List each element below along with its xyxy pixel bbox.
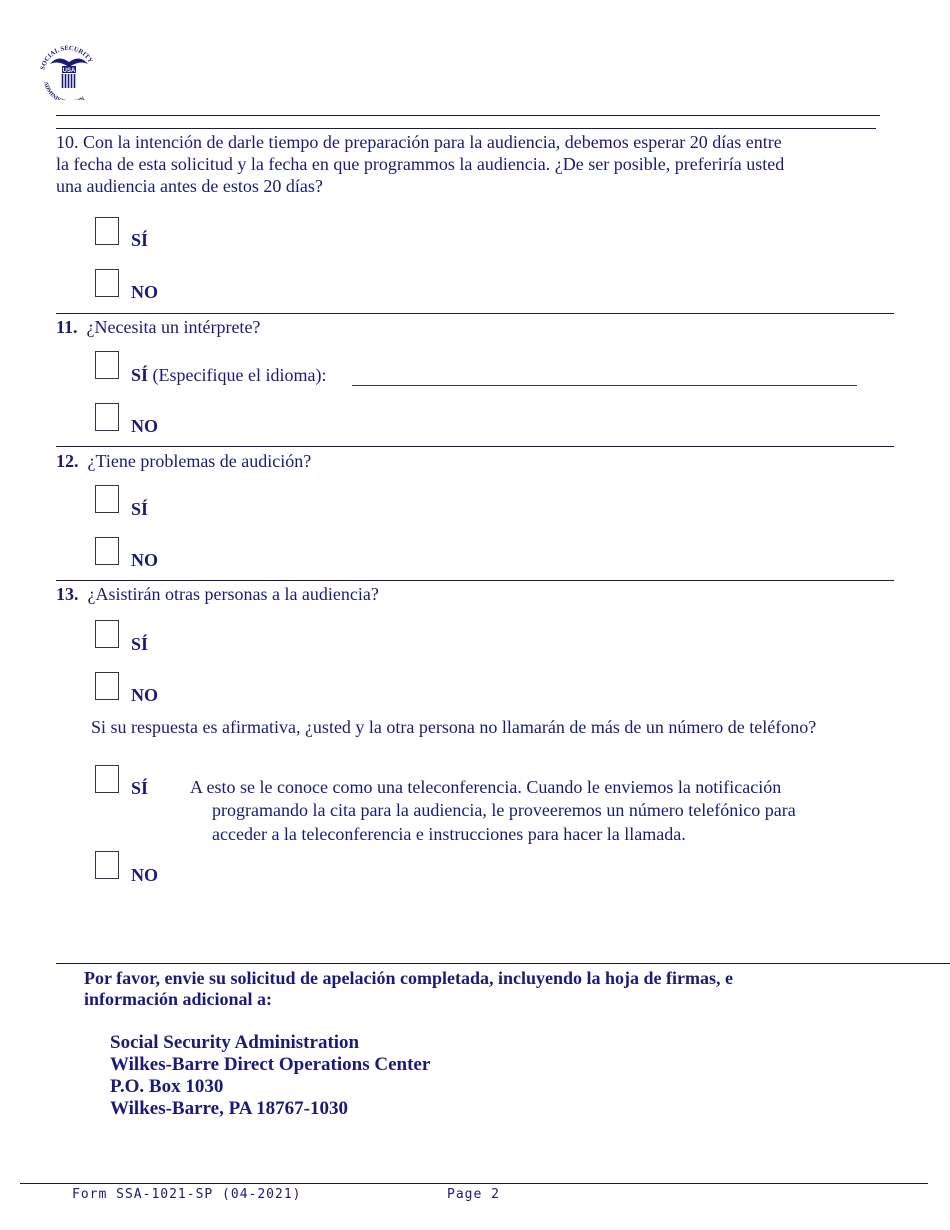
top-rule xyxy=(56,115,880,116)
q12-text: ¿Tiene problemas de audición? xyxy=(87,451,312,471)
q12-no-checkbox[interactable] xyxy=(95,537,119,565)
svg-text:ADMINISTRATION xyxy=(42,81,86,100)
q11-yes-checkbox[interactable] xyxy=(95,351,119,379)
question-13 xyxy=(56,583,379,605)
mailing-instruction-line1: Por favor, envie su solicitud de apelación completada, incluyendo la hoja de firmas, e xyxy=(84,968,734,988)
q10-line1: 10. Con la intención de darle tiempo de preparación para la audiencia, debemos esperar 20 días entre xyxy=(56,132,782,152)
q13-followup-no-label: NO xyxy=(131,865,158,885)
q12-number: 12. xyxy=(56,451,79,471)
mailing-address xyxy=(110,1032,430,1120)
q11-text: ¿Necesita un intérprete? xyxy=(86,317,261,337)
teleconference-note xyxy=(190,776,796,845)
q10-line3: una audiencia antes de estos 20 días? xyxy=(56,176,323,196)
q11-specify-label: (Especifique el idioma): xyxy=(152,365,327,385)
divider-q13 xyxy=(56,580,894,581)
q13-followup-yes-label: SÍ xyxy=(131,778,149,798)
q11-number: 11. xyxy=(56,317,78,337)
q13-followup-question: Si su respuesta es afirmativa, ¿usted y la otra persona no llamarán de más de un número de teléfono? xyxy=(91,717,817,737)
form-id: Form SSA-1021-SP (04-2021) xyxy=(72,1187,302,1202)
ssa-logo xyxy=(36,40,102,100)
q10-line2: la fecha de esta solicitud y la fecha en que programmos la audiencia. ¿De ser posible, preferiría usted xyxy=(56,154,785,174)
language-input-line[interactable] xyxy=(352,367,857,386)
q10-no-checkbox[interactable] xyxy=(95,269,119,297)
teleconference-line2: programando la cita para la audiencia, le proveeremos un número telefónico para xyxy=(212,800,796,820)
mailing-instructions xyxy=(84,968,733,1010)
address-line2: Wilkes-Barre Direct Operations Center xyxy=(110,1054,431,1075)
q13-no-checkbox[interactable] xyxy=(95,672,119,700)
q13-yes-label: SÍ xyxy=(131,634,149,654)
question-12 xyxy=(56,450,311,472)
address-line4: Wilkes-Barre, PA 18767-1030 xyxy=(110,1098,349,1119)
q12-yes-checkbox[interactable] xyxy=(95,485,119,513)
q13-yes-checkbox[interactable] xyxy=(95,620,119,648)
logo-center-text: USA xyxy=(62,68,76,74)
logo-bottom-text: ADMINI N xyxy=(42,81,86,100)
q12-no-label: NO xyxy=(131,550,158,570)
q10-yes-label: SÍ xyxy=(131,230,149,250)
q13-number: 13. xyxy=(56,584,79,604)
q13-followup-yes-checkbox[interactable] xyxy=(95,765,119,793)
mailing-divider xyxy=(56,963,950,964)
footer-rule xyxy=(20,1183,928,1184)
address-line3: P.O. Box 1030 xyxy=(110,1076,224,1097)
page-number: Page 2 xyxy=(447,1187,500,1202)
logo-arc-text: SOCIAL SECURITY xyxy=(39,44,94,71)
teleconference-line1: A esto se le conoce como una teleconferencia. Cuando le enviemos la notificación xyxy=(190,777,782,797)
q11-yes-label: SÍ xyxy=(131,365,149,385)
divider-q12 xyxy=(56,446,894,447)
top-rule-2 xyxy=(56,128,876,129)
q11-no-label: NO xyxy=(131,416,158,436)
q13-text: ¿Asistirán otras personas a la audiencia? xyxy=(87,584,379,604)
q12-yes-label: SÍ xyxy=(131,499,149,519)
q10-no-label: NO xyxy=(131,282,158,302)
q10-yes-checkbox[interactable] xyxy=(95,217,119,245)
q13-followup-no-checkbox[interactable] xyxy=(95,851,119,879)
address-line1: Social Security Administration xyxy=(110,1032,360,1053)
mailing-instruction-line2: información adicional a: xyxy=(84,989,272,1009)
q11-no-checkbox[interactable] xyxy=(95,403,119,431)
question-11 xyxy=(56,316,260,338)
q13-no-label: NO xyxy=(131,685,158,705)
teleconference-line3: acceder a la teleconferencia e instrucciones para hacer la llamada. xyxy=(212,824,686,844)
question-10 xyxy=(56,131,916,197)
divider-q11 xyxy=(56,313,894,314)
ssa-seal-icon xyxy=(36,40,102,100)
q11-yes-row xyxy=(131,364,326,386)
